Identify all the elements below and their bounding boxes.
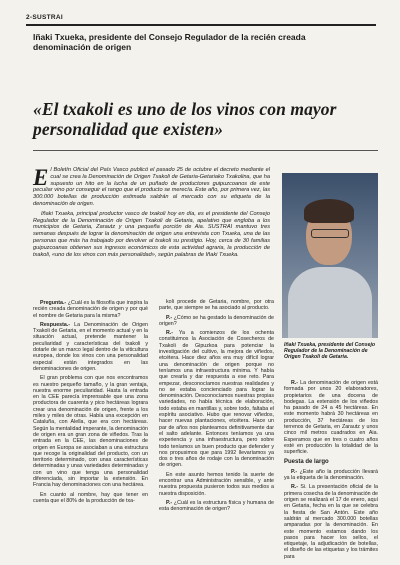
article-lead xyxy=(33,167,270,261)
speaker-label: R.- xyxy=(291,484,299,491)
header-rule xyxy=(26,24,376,26)
interview-paragraph xyxy=(159,500,274,513)
interview-paragraph xyxy=(33,492,148,505)
interview-paragraph xyxy=(33,322,148,372)
paragraph-text: Si. La presentación oficial de la primera cosecha de la denominación de origen se realizará el 17 de enero, aquí en Getaria, fecha en la que se celebra la fiesta de San Antón. Este año saldrán al mercado 300.000 botellas amparadas por la denominación. En este momento estamos dando los pasos para hacer los sellos, el etiquetaje, la adjudicación de botellas, el diseño de las etiquetas y los trámites para xyxy=(284,484,378,560)
portrait-glasses-icon xyxy=(311,229,349,238)
drop-cap: E xyxy=(33,165,49,190)
interview-paragraph xyxy=(159,299,274,312)
interview-paragraph xyxy=(159,315,274,328)
speaker-label: P.- xyxy=(291,468,298,475)
interview-paragraph xyxy=(284,380,378,456)
page-header: 2-SUSTRAI xyxy=(26,14,64,21)
speaker-label: Respuesta.- xyxy=(40,321,71,328)
interview-paragraph xyxy=(284,469,378,482)
paragraph-text: ¿Este año la producción llevará ya la etiqueta de la denominación. xyxy=(284,468,378,482)
lead-paragraph-2: Iñaki Txueka, principal productor vasco de txakoli hoy en día, es el presidente del Consejo Regulador de la Denominación de Origen Txakoli de Getaria, apelativo que engloba a los municipios de Getaria, Zarautz y una pequeña porción de Aia. SUSTRAI mantuvo tres semanas después de lograr la denominación de origen una entrevista con Txueka, una de las personas que más ha trabajado por devolver al txakoli su prestigio. Hoy, cerca de 30 familias guipuzcoanas obtienen sus ingresos económicos de esta actividad agraria, la producción de txakoli, «uno de los vinos con más personalidad», según palabras de Iñaki Txueka. xyxy=(33,210,270,258)
photo-caption: Iñaki Txueka, presidente del Consejo Regulador de la Denominación de Origen Txakoli de Getaria. xyxy=(284,342,376,361)
text-column-2 xyxy=(159,299,274,516)
speaker-label: P.- xyxy=(166,314,173,321)
text-column-1 xyxy=(33,300,148,507)
text-column-3 xyxy=(284,380,378,563)
article-kicker: Iñaki Txueka, presidente del Consejo Regulador de la recién creada denominación de origen xyxy=(33,32,306,52)
speaker-label: P.- xyxy=(166,499,173,506)
headline-rule xyxy=(33,150,378,151)
paragraph-text: ¿Cómo se ha gestado la denominación de origen? xyxy=(159,314,274,327)
portrait-body xyxy=(288,267,372,338)
paragraph-text: En este asunto hemos tenido la suerte de encontrar una Administración sensible, y ante nuestra propuesta pusieron todos sus medios a nuestra disposición. xyxy=(159,471,274,497)
lead-text-1: l Boletín Oficial del País Vasco publicó el pasado 25 de octubre el decreto mediante el cual se crea la Denominación de Origen Txakoli de Getaria-Getariako Txakolina, que ha supuesto un hito en la lucha de un puñado de productores guipuzcoanos de este peculiar vino por conseguir el rango que el producto se merecía. Este año, por primera vez, las 300.000 botellas de producción estimada saldrán al mercado con su etiqueta de la denominación de origen. xyxy=(33,167,270,207)
paragraph-text: ¿Cuál es la filosofía que inspira la recién creada denominación de origen y por qué el nombre de Getaria para la misma? xyxy=(33,300,148,319)
paragraph-text: La Denominación de Origen Txakoli de Getaria, en el momento actual y en la situación actual, pretende mantener la peculiaridad y características del txakoli y dotarle de un marco legal dentro de la viticultura europea, donde los vinos con una personalidad especial están integrados en las denominaciones de origen. xyxy=(33,321,148,372)
paragraph-text: koli procede de Getaria, nombre, por otra parte, que siempre se ha asociado al producto. xyxy=(159,299,274,312)
interview-paragraph xyxy=(33,375,148,488)
interview-paragraph xyxy=(284,484,378,560)
speaker-label: Pregunta.- xyxy=(40,300,67,306)
speaker-label: R.- xyxy=(291,380,299,386)
portrait-hair xyxy=(304,199,354,223)
interview-paragraph xyxy=(159,472,274,497)
speaker-label: R.- xyxy=(166,330,174,337)
article-headline: «El txakoli es uno de los vinos con mayor personalidad que existen» xyxy=(33,99,337,139)
interview-paragraph xyxy=(159,330,274,469)
portrait-photo xyxy=(282,173,378,338)
paragraph-text: El gran problema con que nos encontramos es nuestro pequeño tamaño, y la gran ventaja, nuestra enorme peculiaridad. Hasta la entrada en la CEE parecía imprensable que una zona productora de cuarenta y pico hectáreas lograra crear una denominación de origen, frente a los miles y miles de otras. Había una excepción en Cataluña, con Alella, que era con hectáreas. Según la mentalidad imperante, la denominación de origen era un gran zona de viñedos. Tras la entrada en la CEE, las denominaciones de origen en Europa se asociaban a una estructura que recoge la originalidad del producto, con un territorio determinado, con unas características determinadas y unas variedades determinadas y con un vino que tenga una personalidad diferenciada, sin importar la extensión. En Francia hay denominaciones con una hectárea. xyxy=(33,375,148,489)
section-subhead: Puesta de largo xyxy=(284,458,329,465)
paragraph-text: La denominación de origen está formada por unos 20 elaboradores, propietarios de una docena de bodegas. La extensión de los viñedos ha pasado de 24 a 45 hectáreas. En este momento habrá 30 hectáreas en producción, 37 hectáreas de los terrenos de Getaria, en Zarautz y unos cinco mil metros cuadrados en Aia. Esperamos que en tres o cuatro años esté en producción la totalidad de la superficie. xyxy=(284,380,378,456)
paragraph-text: Ya a comienzos de los ochenta constituimos la Asociación de Cosecheros de Txakoli de Gipuzkoa para potenciar la investigación del cultivo, la mejora de viñedos, etcétera. Hace diez años era muy difícil lograr una denominación de origen porque no teníamos una infraestructura mínima. Y había que crearla y dar respuesta a ese reto. Para empezar, desconocíamos nuestras realidades y no se estaba concienciado para lograr la denominación. Desconocíamos nuestras propias variedades, no había técnica de elaboración, todo estaba en mantillas y, sobre todo, faltaba el espíritu asociativo. Hubo que renovar viñedos, hacer nuevas plantaciones, etcétera. Hace un par de años nos planteamos definitivamente dar el salto adelante. Entonces teníamos ya una experiencia y una infraestructura, pero sobre todo teníamos un buen producto que defender y nos propusimos que para 1992 llevaríamos ya dos o tres años de rodaje con la denominación de origen. xyxy=(159,330,274,469)
lead-paragraph-1 xyxy=(33,167,270,208)
interview-paragraph xyxy=(33,300,148,319)
paragraph-text: ¿Cuál es la estructura física y humana de esta denominación de origen? xyxy=(159,499,274,513)
paragraph-text: En cuanto al nombre, hay que tener en cuenta que el 80% de la producción de txa- xyxy=(33,491,148,504)
